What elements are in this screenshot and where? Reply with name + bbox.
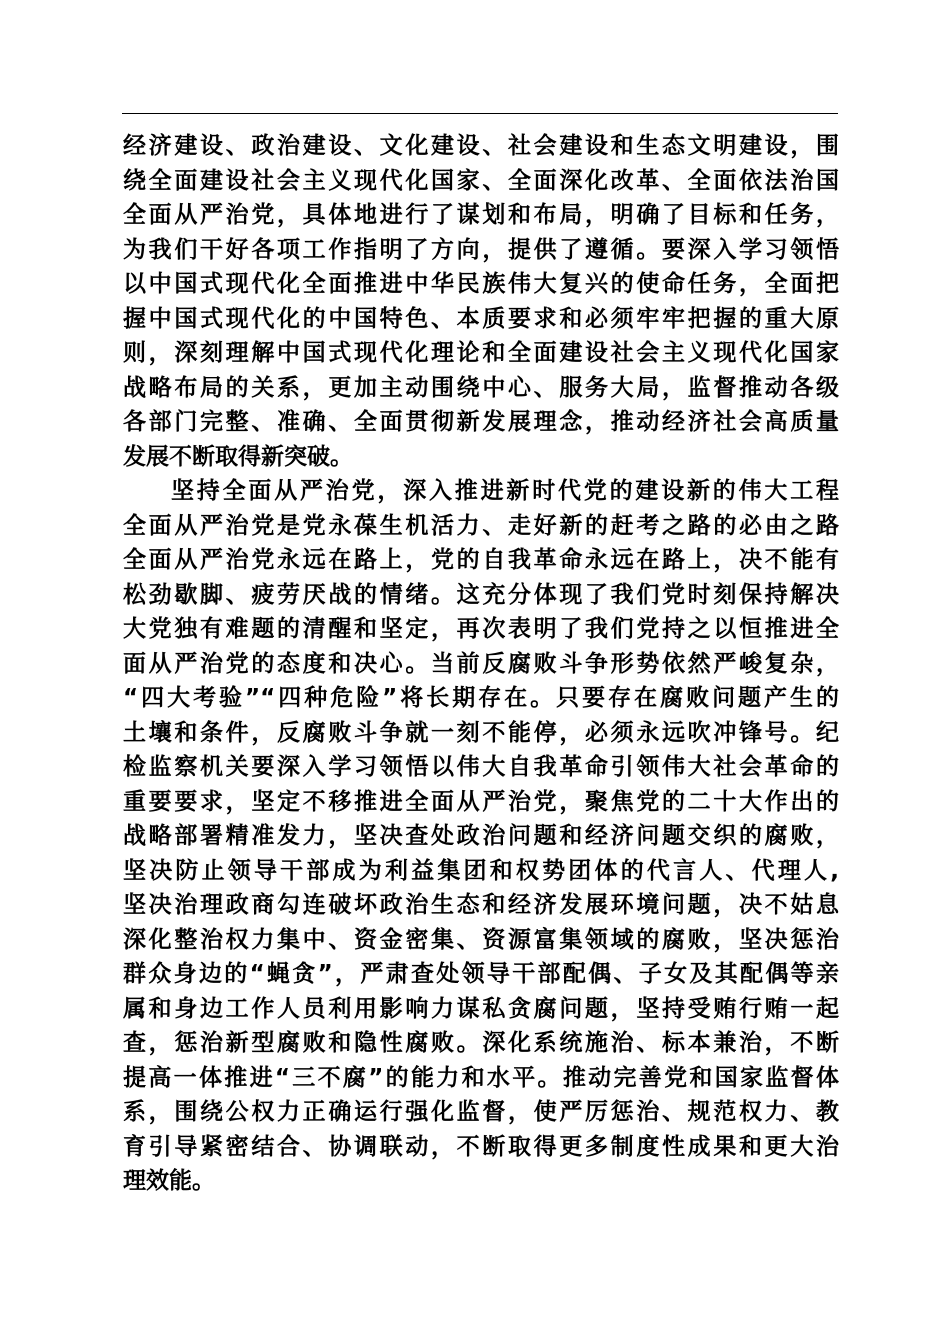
document-body bbox=[123, 129, 839, 1199]
text-line: 理效能。 bbox=[123, 1168, 215, 1194]
text-line: 战略部署精准发力，坚决查处政治问题和经济问题交织的腐败， bbox=[123, 823, 839, 849]
text-line: 检监察机关要深入学习领悟以伟大自我革命引领伟大社会革命的 bbox=[123, 754, 839, 780]
text-line: 则，深刻理解中国式现代化理论和全面建设社会主义现代化国家 bbox=[123, 340, 839, 366]
paragraph bbox=[123, 129, 839, 474]
text-line: 属和身边工作人员利用影响力谋私贪腐问题，坚持受贿行贿一起 bbox=[123, 995, 839, 1022]
text-line: 绕全面建设社会主义现代化国家、全面深化改革、全面依法治国 bbox=[123, 167, 839, 194]
text-line: 育引导紧密结合、协调联动，不断取得更多制度性成果和更大治 bbox=[123, 1133, 839, 1160]
paragraph bbox=[123, 474, 839, 1199]
text-line: 全面从严治党是党永葆生机活力、走好新的赶考之路的必由之路 bbox=[123, 512, 839, 539]
text-line: 各部门完整、准确、全面贯彻新发展理念，推动经济社会高质量 bbox=[123, 409, 839, 435]
text-line: 群众身边的“蝇贪”，严肃查处领导干部配偶、子女及其配偶等亲 bbox=[123, 961, 839, 987]
text-line: “四大考验”“四种危险”将长期存在。只要存在腐败问题产生的 bbox=[123, 685, 839, 711]
text-line: 松劲歇脚、疲劳厌战的情绪。这充分体现了我们党时刻保持解决 bbox=[123, 581, 839, 608]
text-line: 深化整治权力集中、资金密集、资源富集领域的腐败，坚决惩治 bbox=[123, 926, 839, 953]
text-line: 发展不断取得新突破。 bbox=[123, 443, 353, 470]
text-line: 土壤和条件，反腐败斗争就一刻不能停，必须永远吹冲锋号。纪 bbox=[123, 719, 839, 746]
text-line: 全面从严治党永远在路上，党的自我革命永远在路上，决不能有 bbox=[123, 547, 839, 573]
text-line: 以中国式现代化全面推进中华民族伟大复兴的使命任务，全面把 bbox=[123, 271, 839, 297]
text-line: 提高一体推进“三不腐”的能力和水平。推动完善党和国家监督体 bbox=[123, 1064, 839, 1091]
text-line: 战略布局的关系，更加主动围绕中心、服务大局，监督推动各级 bbox=[123, 374, 839, 401]
text-line: 全面从严治党，具体地进行了谋划和布局，明确了目标和任务， bbox=[123, 202, 839, 228]
header-rule bbox=[122, 113, 838, 114]
text-line: 重要要求，坚定不移推进全面从严治党，聚焦党的二十大作出的 bbox=[123, 788, 839, 815]
text-line: 大党独有难题的清醒和坚定，再次表明了我们党持之以恒推进全 bbox=[123, 616, 839, 642]
text-line: 面从严治党的态度和决心。当前反腐败斗争形势依然严峻复杂， bbox=[123, 650, 839, 677]
text-line: 经济建设、政治建设、文化建设、社会建设和生态文明建设，围 bbox=[123, 133, 839, 159]
text-line: 坚决防止领导干部成为利益集团和权势团体的代言人、代理人, bbox=[123, 857, 839, 884]
text-line: 握中国式现代化的中国特色、本质要求和必须牢牢把握的重大原 bbox=[123, 305, 839, 332]
text-line: 系，围绕公权力正确运行强化监督，使严厉惩治、规范权力、教 bbox=[123, 1099, 839, 1125]
text-line: 为我们干好各项工作指明了方向，提供了遵循。要深入学习领悟 bbox=[123, 236, 839, 263]
text-line: 坚持全面从严治党，深入推进新时代党的建设新的伟大工程 bbox=[171, 478, 839, 504]
text-line: 查，惩治新型腐败和隐性腐败。深化系统施治、标本兼治，不断 bbox=[123, 1030, 839, 1056]
text-line: 坚决治理政商勾连破坏政治生态和经济发展环境问题，决不姑息 bbox=[123, 892, 839, 918]
